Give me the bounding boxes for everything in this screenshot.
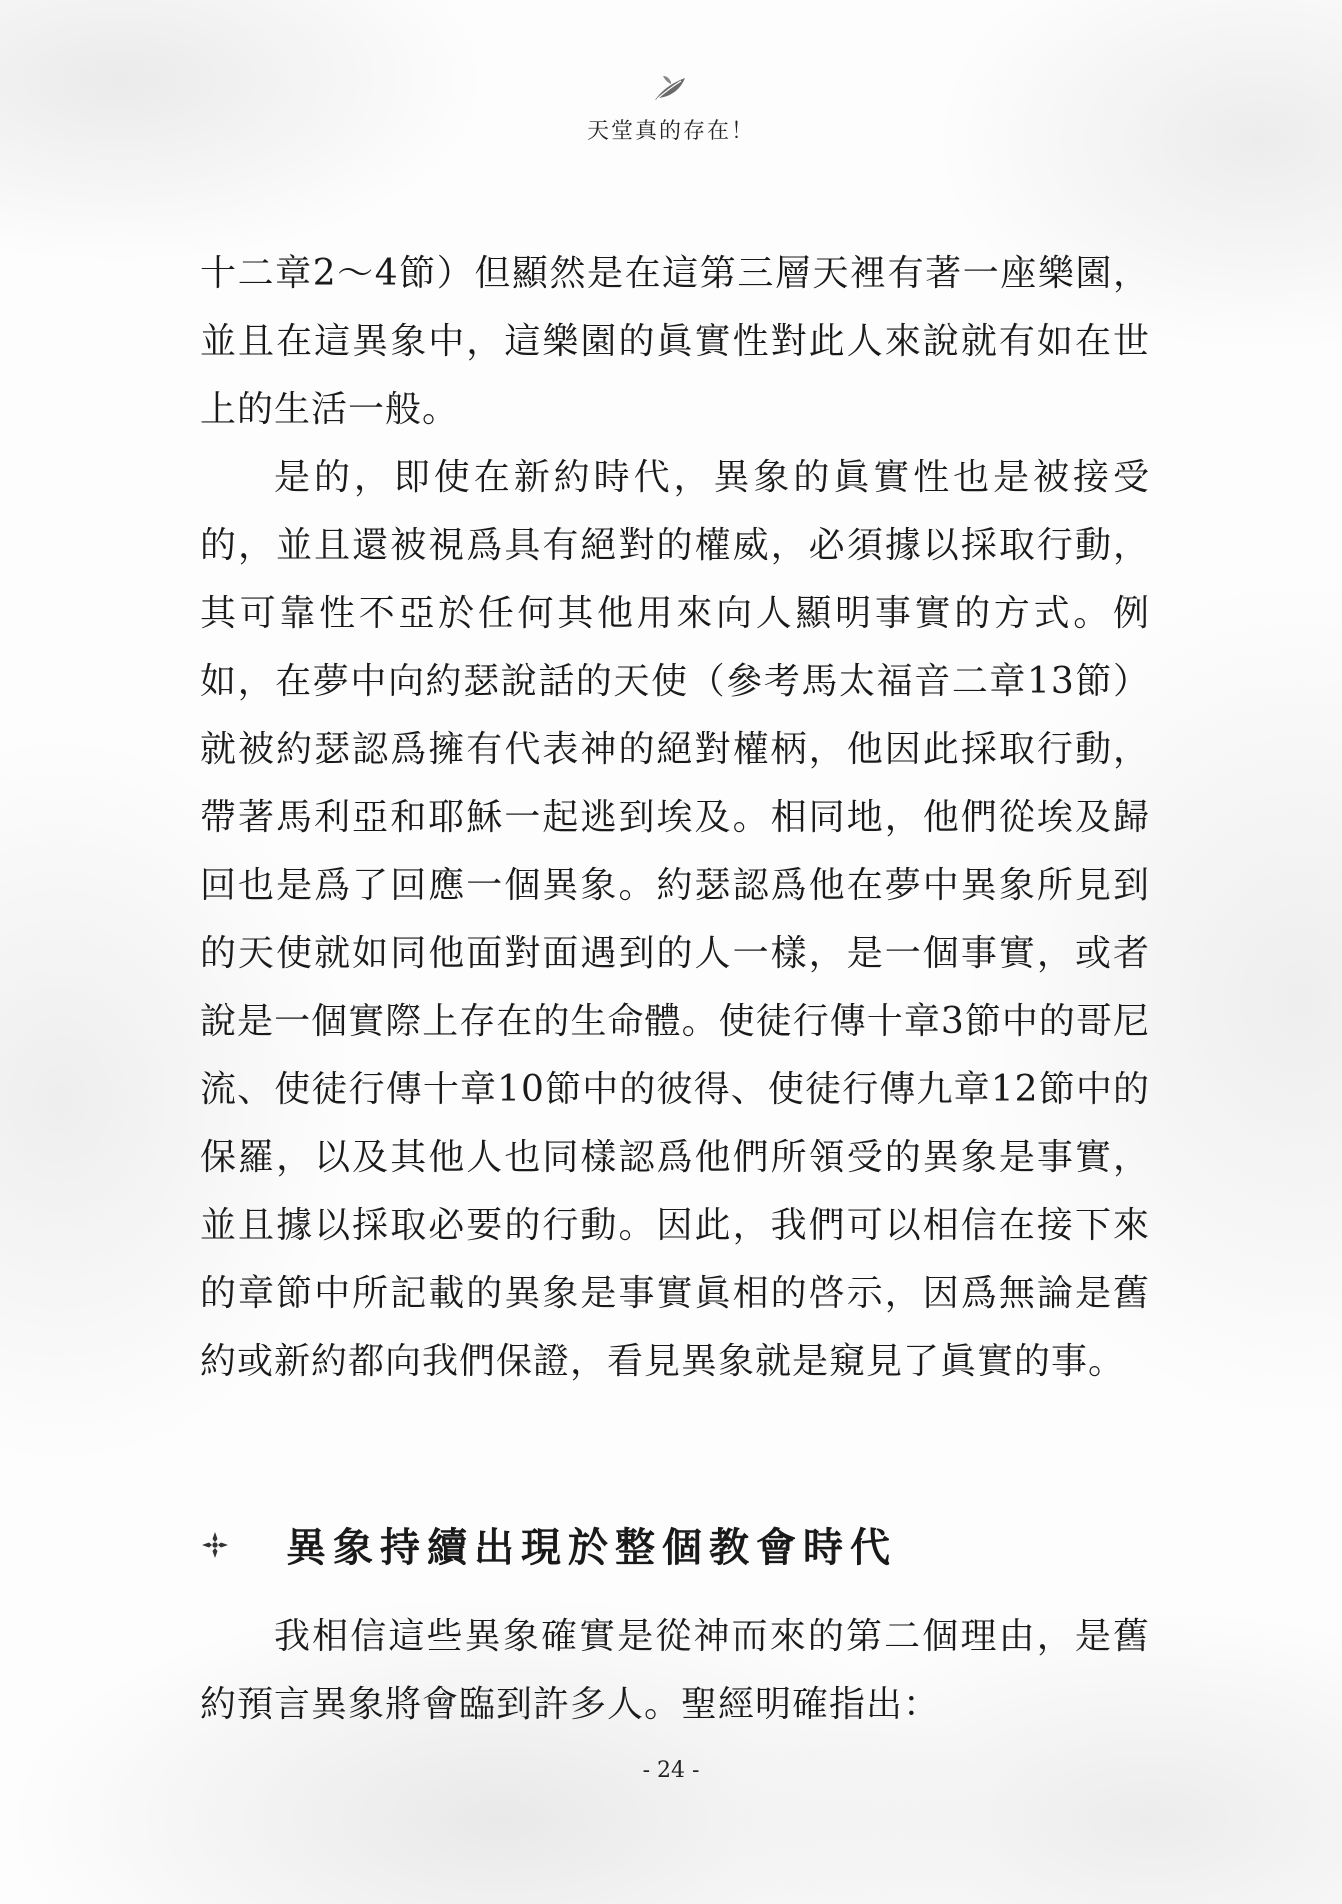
body-text <box>200 240 1150 1739</box>
section-heading-text: 異象持續出現於整個教會時代 <box>286 1525 897 1571</box>
leaf-icon <box>651 74 691 104</box>
running-title: 天堂真的存在！ <box>586 119 755 144</box>
ornament-icon <box>200 1530 230 1560</box>
running-header <box>0 74 1342 145</box>
section-heading <box>200 1516 1150 1573</box>
paragraph-3: 我相信這些異象確實是從神而來的第二個理由，是舊約預言異象將會臨到許多人。聖經明確指出： <box>200 1616 1150 1725</box>
paragraph-2: 是的，即使在新約時代，異象的眞實性也是被接受的，並且還被視爲具有絕對的權威，必須據以採取行動，其可靠性不亞於任何其他用來向人顯明事實的方式。例如，在夢中向約瑟說話的天使（參考馬太福音二章13節）就被約瑟認爲擁有代表神的絕對權柄，他因此採取行動，帶著馬利亞和耶穌一起逃到埃及。相同地，他們從埃及歸回也是爲了回應一個異象。約瑟認爲他在夢中異象所見到的天使就如同他面對面遇到的人一樣，是一個事實，或者說是一個實際上存在的生命體。使徒行傳十章3節中的哥尼流、使徒行傳十章10節中的彼得、使徒行傳九章12節中的保羅，以及其他人也同樣認爲他們所領受的異象是事實，並且據以採取必要的行動。因此，我們可以相信在接下來的章節中所記載的異象是事實眞相的啓示，因爲無論是舊約或新約都向我們保證，看見異象就是窺見了眞實的事。 <box>200 457 1150 1382</box>
paragraph-1: 十二章2～4節）但顯然是在這第三層天裡有著一座樂園，並且在這異象中，這樂園的眞實性對此人來說就有如在世上的生活一般。 <box>200 253 1150 430</box>
page-number: - 24 - <box>642 1758 700 1783</box>
